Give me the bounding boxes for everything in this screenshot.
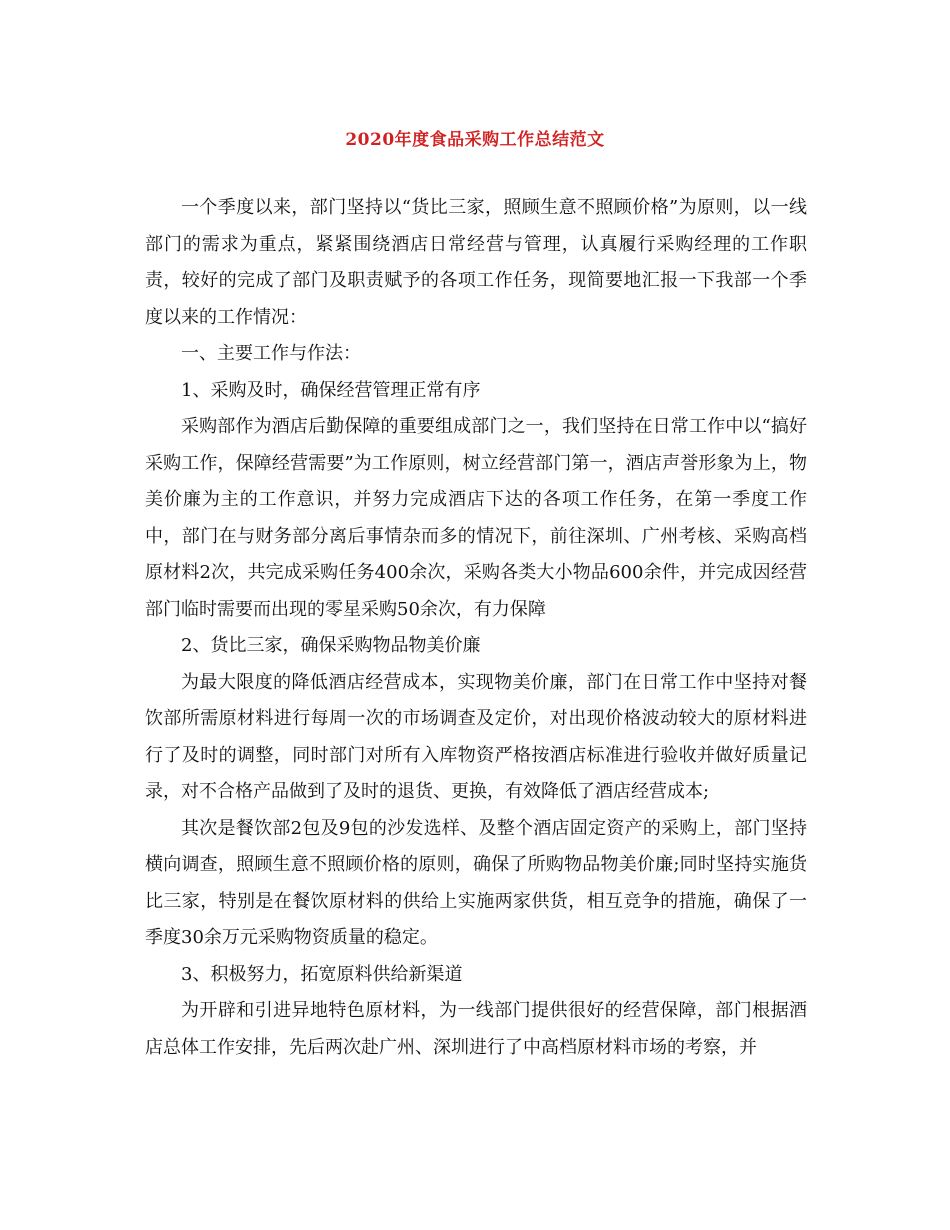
subheading-new-channels: 3、积极努力，拓宽原料供给新渠道 [181, 963, 463, 985]
paragraph-new-channels: 为开辟和引进异地特色原材料，为一线部门提供很好的经营保障，部门根据酒店总体工作安排，先后两次赴广州、深圳进行了中高档原材料市场的考察，并 [145, 1000, 807, 1058]
paragraph-fixed-assets: 其次是餐饮部2包及9包的沙发选样、及整个酒店固定资产的采购上，部门坚持横向调查，照顾生意不照顾价格的原则，确保了所购物品物美价廉;同时坚持实施货比三家，特别是在餐饮原材料的供给上实施两家供货，相互竞争的措施，确保了一季度30余万元采购物资质量的稳定。 [145, 817, 807, 948]
paragraph-cost-reduction: 为最大限度的降低酒店经营成本，实现物美价廉，部门在日常工作中坚持对餐饮部所需原材料进行每周一次的市场调查及定价，对出现价格波动较大的原材料进行了及时的调整，同时部门对所有入库物资严格按酒店标准进行验收并做好质量记录，对不合格产品做到了及时的退货、更换，有效降低了酒店经营成本; [145, 671, 807, 802]
paragraph-timely-purchasing: 采购部作为酒店后勤保障的重要组成部门之一，我们坚持在日常工作中以“搞好采购工作，保障经营需要”为工作原则，树立经营部门第一，酒店声誉形象为上，物美价廉为主的工作意识，并努力完成酒店下达的各项工作任务，在第一季度工作中，部门在与财务部分离后事情杂而多的情况下，前往深圳、广州考核、采购高档原材料2次，共完成采购任务400余次，采购各类大小物品600余件，并完成因经营部门临时需要而出现的零星采购50余次，有力保障 [145, 416, 807, 620]
document-title: 2020年度食品采购工作总结范文 [345, 130, 605, 150]
subheading-compare-suppliers: 2、货比三家，确保采购物品物美价廉 [181, 635, 481, 656]
subheading-timely-purchasing: 1、采购及时，确保经营管理正常有序 [181, 379, 481, 401]
document-body [145, 190, 807, 1066]
paragraph-intro: 一个季度以来，部门坚持以“货比三家，照顾生意不照顾价格”为原则，以一线部门的需求为重点，紧紧围绕酒店日常经营与管理，认真履行采购经理的工作职责，较好的完成了部门及职责赋予的各项工作任务，现简要地汇报一下我部一个季度以来的工作情况： [145, 197, 807, 328]
section-heading-main-work: 一、主要工作与作法： [181, 343, 361, 364]
